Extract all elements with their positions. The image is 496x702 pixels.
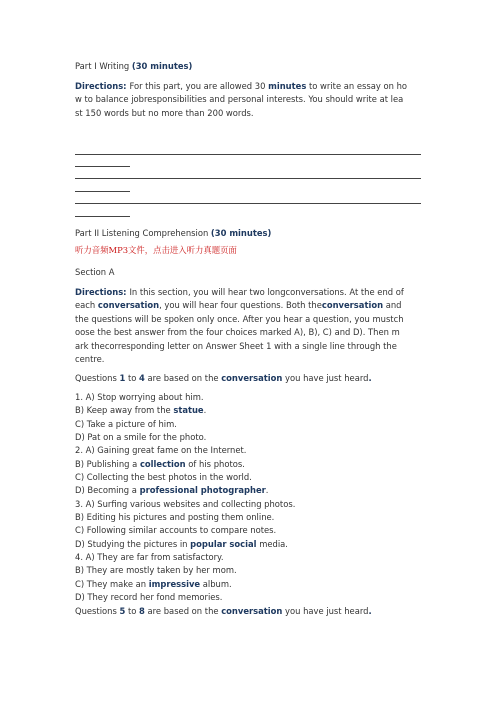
directions-label: Directions: — [75, 81, 130, 91]
option-item: 3. A) Surfing various websites and collecting photos. — [75, 498, 296, 509]
keyword-conversation: conversation — [321, 300, 384, 311]
directions-label: Directions: — [75, 287, 130, 297]
questions-1-4-intro: Questions 1 to 4 are based on the conversation you have just heard. — [75, 373, 372, 383]
option-item: B) Keep away from the statue. — [75, 405, 207, 416]
option-item: B) They are mostly taken by her mom. — [75, 565, 237, 576]
option-item: C) They make an impressive album. — [75, 578, 232, 589]
part1-title: Part I Writing — [75, 61, 132, 71]
answer-line — [75, 216, 130, 217]
option-item: D) They record her fond memories. — [75, 592, 223, 603]
option-item: C) Following similar accounts to compare notes. — [75, 525, 277, 536]
part2-heading — [75, 227, 425, 240]
part1-time: (30 minutes) — [131, 61, 193, 71]
option-item: C) Take a picture of him. — [75, 418, 177, 429]
answer-line — [75, 191, 130, 192]
option-item: 1. A) Stop worrying about him. — [75, 392, 204, 402]
part2-title: Part II Listening Comprehension — [75, 228, 211, 238]
option-item: D) Studying the pictures in popular social media. — [75, 538, 288, 549]
option-item: B) Publishing a collection of his photos. — [75, 458, 245, 469]
keyword-minutes: minutes — [268, 81, 307, 91]
section-a-heading: Section A — [75, 267, 115, 277]
part1-heading — [75, 60, 425, 73]
answer-line — [75, 178, 421, 179]
writing-directions: Directions: For this part, you are allowed 30 minutes to write an essay on ho w to balance jobresponsibilities and personal interests. You should write at lea st 150 words but no more than 200 words. — [75, 81, 408, 118]
questions-5-8-intro: Questions 5 to 8 are based on the conversation you have just heard. — [75, 606, 372, 616]
listening-directions: Directions: In this section, you will hear two longconversations. At the end of each conversation, you will hear four questions. Both theconversation and the questions will be spoken only once. After you hear a question, you mustch oose the best answer from the four choices marked A), B), C) and D). Then m ark thecorresponding letter on Answer Sheet 1 with a single line through the centre. — [75, 287, 404, 365]
keyword-conversation: conversation — [97, 300, 160, 311]
keyword-conversation: conversation — [221, 606, 283, 616]
option-item: D) Becoming a professional photographer. — [75, 485, 269, 496]
keyword-conversation: conversation — [221, 373, 283, 383]
option-item: D) Pat on a smile for the photo. — [75, 432, 207, 443]
option-item: B) Editing his pictures and posting them online. — [75, 512, 275, 523]
option-item: C) Collecting the best photos in the world. — [75, 472, 252, 483]
option-item: 2. A) Gaining great fame on the Internet. — [75, 445, 247, 456]
part2-time: (30 minutes) — [210, 228, 272, 238]
answer-line — [75, 166, 130, 167]
answer-line — [75, 154, 421, 155]
option-item: 4. A) They are far from satisfactory. — [75, 552, 224, 563]
audio-link[interactable]: 听力音频MP3文件，点击进入听力真题页面 — [75, 245, 237, 255]
options-list — [75, 391, 425, 605]
answer-line — [75, 203, 421, 204]
